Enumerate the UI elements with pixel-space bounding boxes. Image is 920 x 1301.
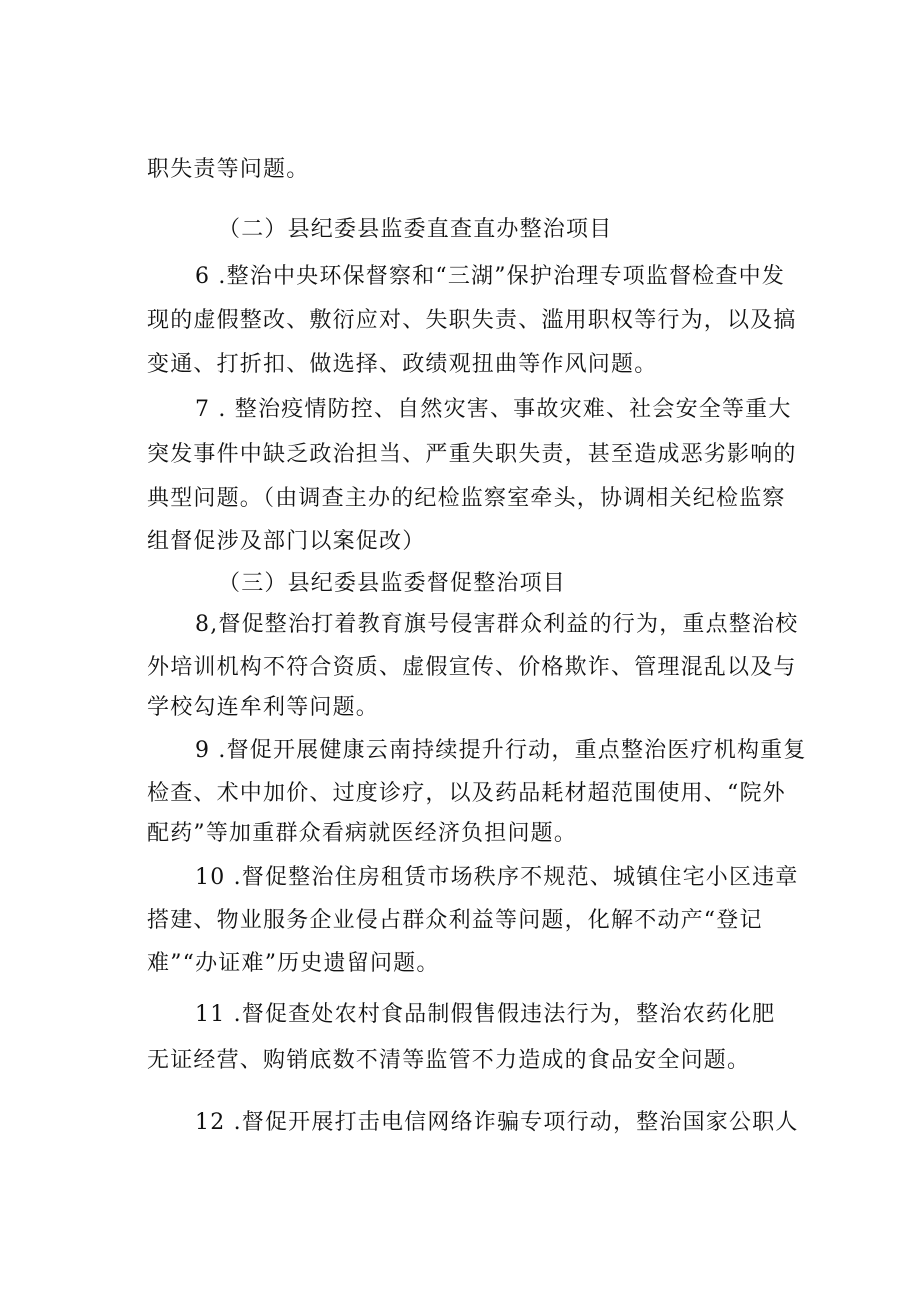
text-line: 检查、术中加价、过度诊疗，以及药品耗材超范围使用、“院外 [147, 781, 786, 806]
text-line: 职失责等问题。 [147, 157, 310, 182]
text-line: 12 .督促开展打击电信网络诈骗专项行动，整治国家公职人 [195, 1110, 799, 1135]
section-heading: （二）县纪委县监委直查直办整治项目 [218, 217, 613, 242]
text-line: 学校勾连牟利等问题。 [147, 695, 380, 720]
section-heading: （三）县纪委县监委督促整治项目 [218, 571, 567, 596]
text-line: 典型问题。（由调查主办的纪检监察室牵头，协调相关纪检监察 [147, 486, 786, 511]
text-line: 外培训机构不符合资质、虚假宣传、价格欺诈、管理混乱以及与 [147, 655, 797, 680]
text-line: 难”“办证难”历史遗留问题。 [147, 951, 440, 976]
text-line: 无证经营、购销底数不清等监管不力造成的食品安全问题。 [147, 1048, 751, 1073]
text-line: 6 .整治中央环保督察和“三湖”保护治理专项监督检查中发 [195, 264, 786, 289]
text-line: 突发事件中缺乏政治担当、严重失职失责，甚至造成恶劣影响的 [147, 442, 797, 467]
text-line: 搭建、物业服务企业侵占群众利益等问题，化解不动产“登记 [147, 908, 763, 933]
text-line: 9 .督促开展健康云南持续提升行动，重点整治医疗机构重复 [195, 738, 807, 763]
text-line: 7 . 整治疫情防控、自然灾害、事故灾难、社会安全等重大 [195, 397, 792, 422]
text-line: 8,督促整治打着教育旗号侵害群众利益的行为，重点整治校 [195, 612, 799, 637]
text-line: 配药”等加重群众看病就医经济负担问题。 [147, 821, 578, 846]
text-line: 11 .督促查处农村食品制假售假违法行为，整治农药化肥 [195, 1002, 776, 1027]
text-line: 组督促涉及部门以案促改） [147, 529, 426, 554]
text-line: 10 .督促整治住房租赁市场秩序不规范、城镇住宅小区违章 [195, 865, 799, 890]
text-line: 现的虚假整改、敷衍应对、失职失责、滥用职权等行为，以及搞 [147, 308, 797, 333]
text-line: 变通、打折扣、做选择、政绩观扭曲等作风问题。 [147, 352, 658, 377]
